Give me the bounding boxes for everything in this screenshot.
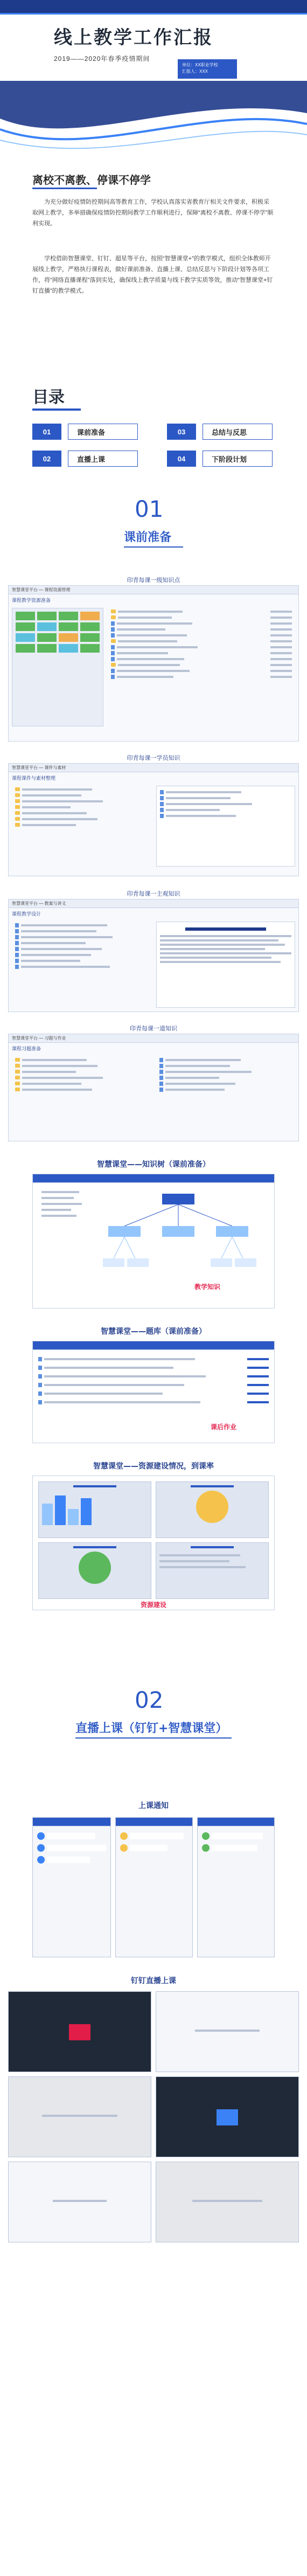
toc-item-live[interactable] <box>32 451 138 467</box>
panel-caption: 印青每课一级知识点 <box>127 577 180 584</box>
file-icon <box>160 790 164 794</box>
tree-sidebar <box>38 1188 87 1296</box>
live-video-thumb <box>156 2162 299 2242</box>
file-icon <box>15 953 19 957</box>
panel-caption: 印青每课一学员知识 <box>127 755 180 761</box>
live-video-thumb <box>8 2162 151 2242</box>
stats-card <box>38 1481 151 1538</box>
file-icon <box>111 621 115 626</box>
section-2-title: 直播上课（钉钉+智慧课堂） <box>75 1722 228 1735</box>
folder-icon <box>15 799 20 803</box>
intro-paragraph-1: 为充分做好疫情防控期间高等教育工作，学校认真落实省教育厅相关文件要求，积极采取网上教学，多举措确保疫情防控期间教学工作顺利进行，保障“离校不离教、停课不停学”顺利实现。 <box>32 199 274 227</box>
folder-icon <box>15 793 20 797</box>
avatar <box>120 1844 128 1852</box>
file-icon <box>159 1058 163 1062</box>
toc-title: 目录 <box>32 388 65 407</box>
toc-item-label: 下阶段计划 <box>203 451 273 467</box>
highlight-label: 资源建设 <box>141 1601 167 1609</box>
panel-header <box>116 1818 192 1826</box>
folder-icon <box>15 823 20 827</box>
avatar <box>202 1844 210 1852</box>
question-list <box>33 1350 274 1412</box>
page-subtitle: 2019——2020年春季疫情期间 <box>54 55 150 63</box>
toc-item-summary[interactable] <box>167 424 273 440</box>
intro-paragraph-2: 学校借助智慧课堂、钉钉、超星等平台，按照“智慧课堂+”的教学模式，组织全体教师开展线上教学，严格执行课程表，做好课前准备、直播上课、总结反思与下阶段计划等各项工作，将“网络直播课程”落到实处，确保线上教学质量与线下教学实质等效，推动“智慧课堂+钉钉直播”的教学模式。 <box>32 255 273 294</box>
file-list <box>12 922 152 1008</box>
panel-header: 智慧课堂平台 — 教案与讲义 <box>9 899 298 908</box>
file-icon <box>111 645 115 649</box>
live-video-thumb <box>8 2076 151 2157</box>
file-icon <box>160 802 164 806</box>
toc-item-number: 02 <box>32 451 61 467</box>
reporter-unit: 单位：XX职业学校 <box>182 63 218 67</box>
file-icon <box>38 1357 42 1361</box>
folder-icon <box>15 817 20 821</box>
file-icon <box>159 1076 163 1080</box>
panel-subheader: 课程课件与素材整理 <box>12 775 56 781</box>
toc-item-label: 直播上课 <box>68 451 138 467</box>
avatar <box>120 1832 128 1840</box>
file-detail-list <box>156 1056 295 1094</box>
folder-icon <box>15 1082 20 1085</box>
top-banner-bar <box>0 0 307 13</box>
resource-screenshot-2 <box>8 763 299 876</box>
file-icon <box>38 1374 42 1379</box>
panel-header <box>198 1818 274 1826</box>
dingtalk-title: 钉钉直播上课 <box>131 1977 176 1985</box>
file-icon <box>159 1070 163 1074</box>
file-icon <box>38 1366 42 1370</box>
panel-header <box>33 1341 274 1350</box>
panel-subheader: 课程教学设计 <box>12 911 41 917</box>
file-icon <box>38 1383 42 1387</box>
folder-icon <box>111 663 116 667</box>
file-icon <box>15 923 19 927</box>
folder-icon <box>15 1064 20 1068</box>
toc-item-prep[interactable] <box>32 424 138 440</box>
file-icon <box>15 941 19 945</box>
file-icon <box>111 657 115 661</box>
resource-screenshot-3 <box>8 899 299 1012</box>
panel-caption: 印青每课一道知识 <box>130 1026 177 1032</box>
avatar <box>37 1844 45 1852</box>
file-list <box>12 786 152 867</box>
file-icon <box>38 1391 42 1396</box>
file-icon <box>111 675 115 679</box>
toc-item-label: 总结与反思 <box>203 424 273 440</box>
panel-header: 智慧课堂平台 — 习题与作业 <box>9 1034 298 1043</box>
stats-card <box>156 1481 269 1538</box>
chat-screenshot <box>32 1817 111 1957</box>
file-icon <box>15 935 19 939</box>
file-icon <box>38 1400 42 1404</box>
stats-card <box>38 1542 151 1599</box>
smart-block-title: 智慧课堂——题库（课前准备） <box>101 1327 206 1336</box>
live-video-thumb <box>8 1991 151 2072</box>
avatar <box>37 1832 45 1840</box>
section-2-number: 02 <box>135 1687 164 1713</box>
toc-item-number: 04 <box>167 451 196 467</box>
toc-underline <box>32 408 81 411</box>
file-icon <box>111 633 115 638</box>
notice-title: 上课通知 <box>138 1802 169 1810</box>
document-preview <box>156 922 295 1008</box>
avatar <box>37 1856 45 1864</box>
chat-screenshot <box>197 1817 275 1957</box>
panel-header: 智慧课堂平台 — 课程资源管理 <box>9 586 298 594</box>
decorative-swoosh <box>0 81 307 167</box>
file-icon <box>15 947 19 951</box>
file-icon <box>111 627 115 632</box>
file-icon <box>111 669 115 673</box>
panel-header <box>33 1818 110 1826</box>
smart-block-title: 智慧课堂——资源建设情况，到课率 <box>93 1462 214 1471</box>
file-icon <box>111 651 115 655</box>
folder-tree <box>12 608 103 726</box>
panel-caption: 印青每课一主观知识 <box>127 891 180 897</box>
folder-icon <box>15 787 20 791</box>
question-bank-screenshot <box>32 1341 275 1443</box>
folder-icon <box>15 805 20 809</box>
file-icon <box>15 959 19 963</box>
live-video-thumb <box>156 1991 299 2072</box>
chat-screenshot <box>115 1817 193 1957</box>
folder-icon <box>15 811 20 815</box>
file-icon <box>15 929 19 933</box>
file-icon <box>159 1064 163 1068</box>
section-1-underline <box>124 546 183 548</box>
live-video-thumb <box>156 2076 299 2157</box>
panel-subheader: 课程教学资源准备 <box>12 598 51 603</box>
file-icon <box>160 796 164 800</box>
toc-item-plan[interactable] <box>167 451 273 467</box>
top-banner-accent <box>0 13 307 15</box>
smart-block-title: 智慧课堂——知识树（课前准备） <box>97 1160 210 1169</box>
file-icon <box>160 814 164 818</box>
folder-icon <box>15 1058 20 1062</box>
avatar <box>202 1832 210 1840</box>
reporter-name: 汇报人：XXX <box>182 69 208 74</box>
file-icon <box>15 965 19 969</box>
panel-header: 智慧课堂平台 — 课件与素材 <box>9 764 298 772</box>
folder-icon <box>111 610 116 613</box>
notice-screenshots <box>32 1817 275 1957</box>
dingtalk-screenshots <box>8 1991 299 2563</box>
intro-heading-underline <box>32 188 97 189</box>
resource-screenshot-1 <box>8 585 299 742</box>
section-1-title: 课前准备 <box>124 531 172 544</box>
panel-header <box>33 1174 274 1183</box>
section-2-underline <box>75 1737 232 1739</box>
reporter-card <box>178 59 237 79</box>
file-list <box>12 1056 152 1094</box>
file-icon <box>159 1088 163 1092</box>
section-1-number: 01 <box>135 496 164 522</box>
highlight-label: 课后作业 <box>211 1423 237 1431</box>
resource-screenshot-4 <box>8 1034 299 1141</box>
file-icon <box>160 808 164 812</box>
page-title: 线上教学工作汇报 <box>54 27 213 49</box>
folder-icon <box>111 639 116 643</box>
file-detail-list <box>156 786 295 867</box>
intro-heading: 离校不离教、停课不停学 <box>32 174 151 186</box>
resource-stats-screenshot <box>32 1476 275 1610</box>
folder-icon <box>111 615 116 619</box>
folder-icon <box>15 1070 20 1074</box>
toc-item-number: 01 <box>32 424 61 440</box>
knowledge-tree-screenshot <box>32 1174 275 1308</box>
toc-item-number: 03 <box>167 424 196 440</box>
file-list <box>108 608 295 726</box>
knowledge-tree-diagram <box>92 1188 264 1296</box>
file-icon <box>159 1082 163 1086</box>
stats-card <box>156 1542 269 1599</box>
toc-item-label: 课前准备 <box>68 424 138 440</box>
folder-icon <box>15 1076 20 1079</box>
panel-subheader: 课程习题准备 <box>12 1046 41 1051</box>
folder-icon <box>15 1088 20 1091</box>
highlight-label: 教学知识 <box>194 1283 221 1291</box>
